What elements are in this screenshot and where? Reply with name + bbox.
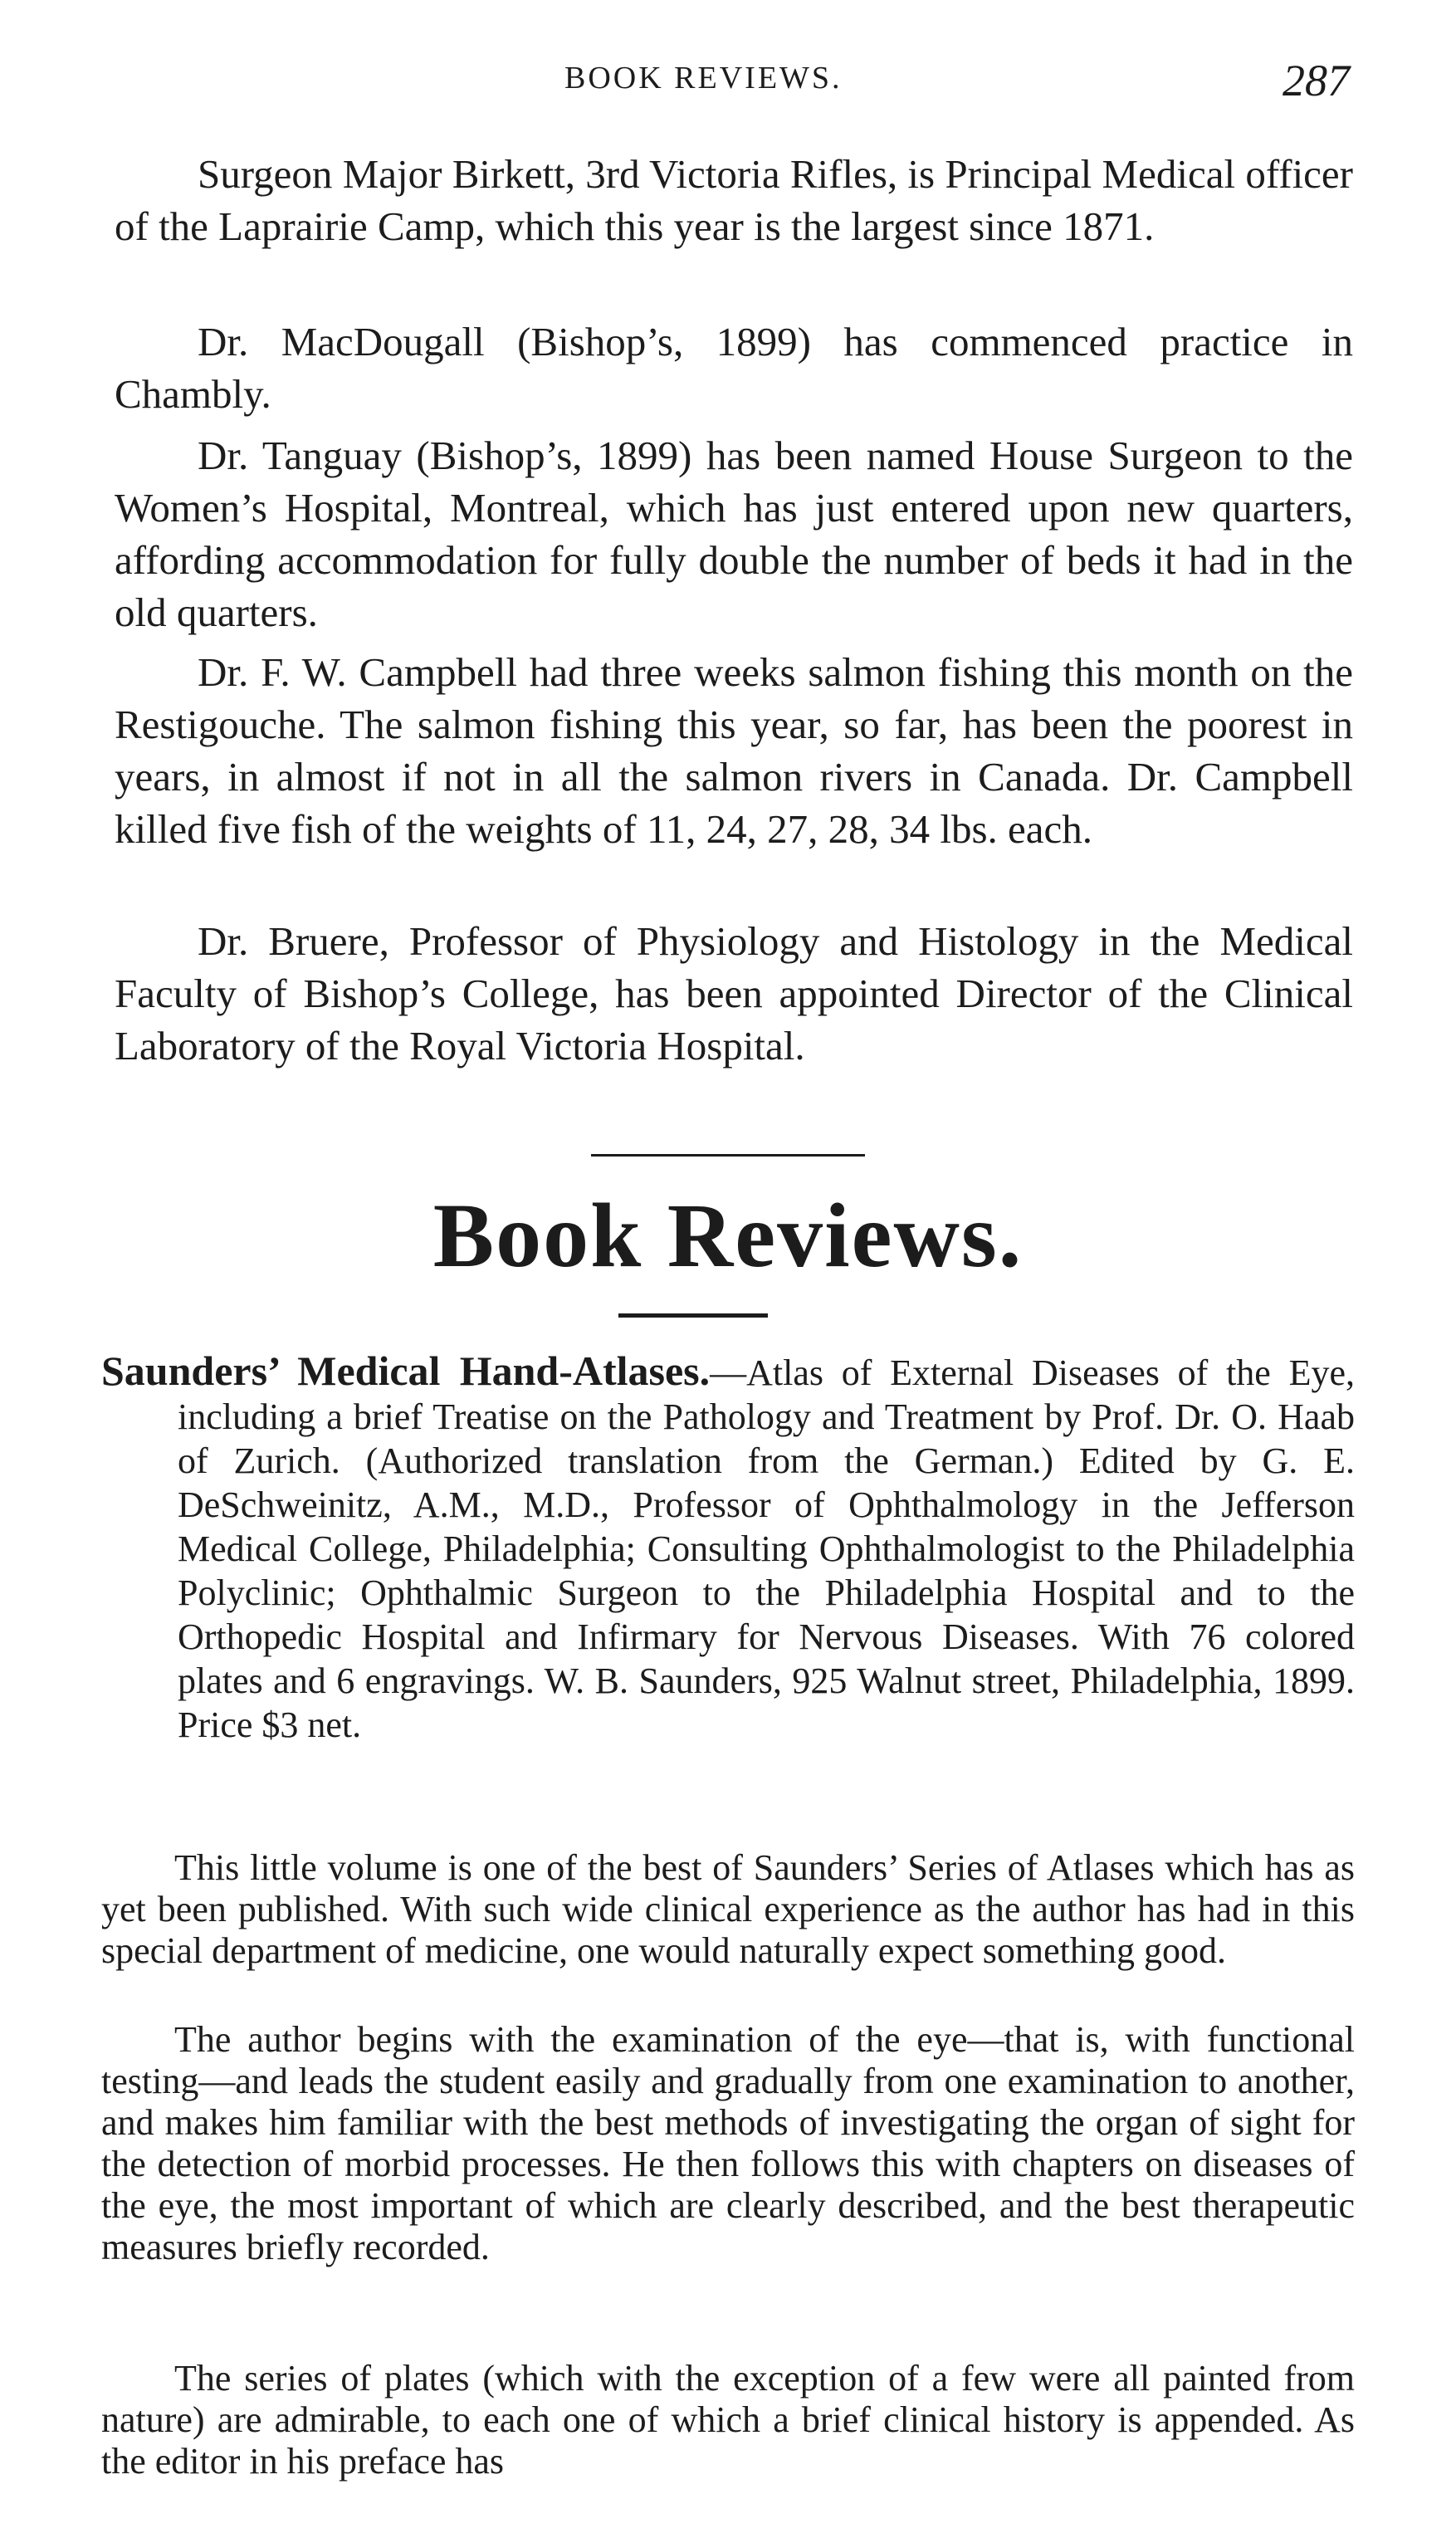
heading-underline-rule [618,1313,768,1318]
review-paragraph: The series of plates (which with the exception of a few were all painted from nature) are admirable, to each one of which a brief clinical history is appended. As the editor in his preface has [101,2358,1355,2482]
news-note-paragraph: Surgeon Major Birkett, 3rd Victoria Rifles, is Principal Medical officer of the Laprairie Camp, which this year is the largest since 1871. [115,151,1353,249]
review-citation-details: —Atlas of External Diseases of the Eye, including a brief Treatise on the Pathology and Treatment by Prof. Dr. O. Haab of Zurich. (Authorized translation from the German.) Edited by G. E. DeSchweinitz, A.M., M.D., Professor of Ophthalmology in the Jefferson Medical College, Philadelphia; Consulting Ophthalmologist to the Philadelphia Polyclinic; Ophthalmic Surgeon to the Philadelphia Hospital and to the Orthopedic Hospital and Infirmary for Nervous Diseases. With 76 colored plates and 6 engravings. W. B. Saunders, 925 Walnut street, Philadelphia, 1899. Price $3 net. [178,1352,1355,1745]
section-heading: Book Reviews. [432,1185,1024,1286]
review-paragraph: This little volume is one of the best of Saunders’ Series of Atlases which has as yet been published. With such wide clinical experience as the author has had in this special department of medicine, one would naturally expect something good. [101,1847,1355,1971]
news-note-paragraph: Dr. Bruere, Professor of Physiology and Histology in the Medical Faculty of Bishop’s College, has been appointed Director of the Clinical Laboratory of the Royal Victoria Hospital. [115,918,1353,1069]
running-header [0,56,1456,110]
running-title: BOOK REVIEWS. [564,61,843,95]
news-note-paragraph: Dr. F. W. Campbell had three weeks salmon fishing this month on the Restigouche. The salmon fishing this year, so far, has been the poorest in years, in almost if not in all the salmon rivers in Canada. Dr. Campbell killed five fish of the weights of 11, 24, 27, 28, 34 lbs. each. [115,649,1353,852]
section-divider-rule [591,1154,865,1157]
review-paragraph: The author begins with the examination of the eye—that is, with functional testing—and leads the student easily and gradually from one examination to another, and makes him familiar with the best methods of investigating the organ of sight for the detection of morbid processes. He then follows this with chapters on diseases of the eye, the most important of which are clearly described, and the best therapeutic measures briefly recorded. [101,2019,1355,2267]
review-title: Saunders’ Medical Hand-Atlases. [101,1347,711,1394]
news-note-paragraph: Dr. Tanguay (Bishop’s, 1899) has been named House Surgeon to the Women’s Hospital, Montreal, which has just entered upon new quarters, affording accommodation for fully double the number of beds it had in the old quarters. [115,433,1353,635]
news-note-paragraph: Dr. MacDougall (Bishop’s, 1899) has commenced practice in Chambly. [115,319,1353,417]
page-number: 287 [1283,56,1350,105]
review-citation [101,1349,1355,1747]
